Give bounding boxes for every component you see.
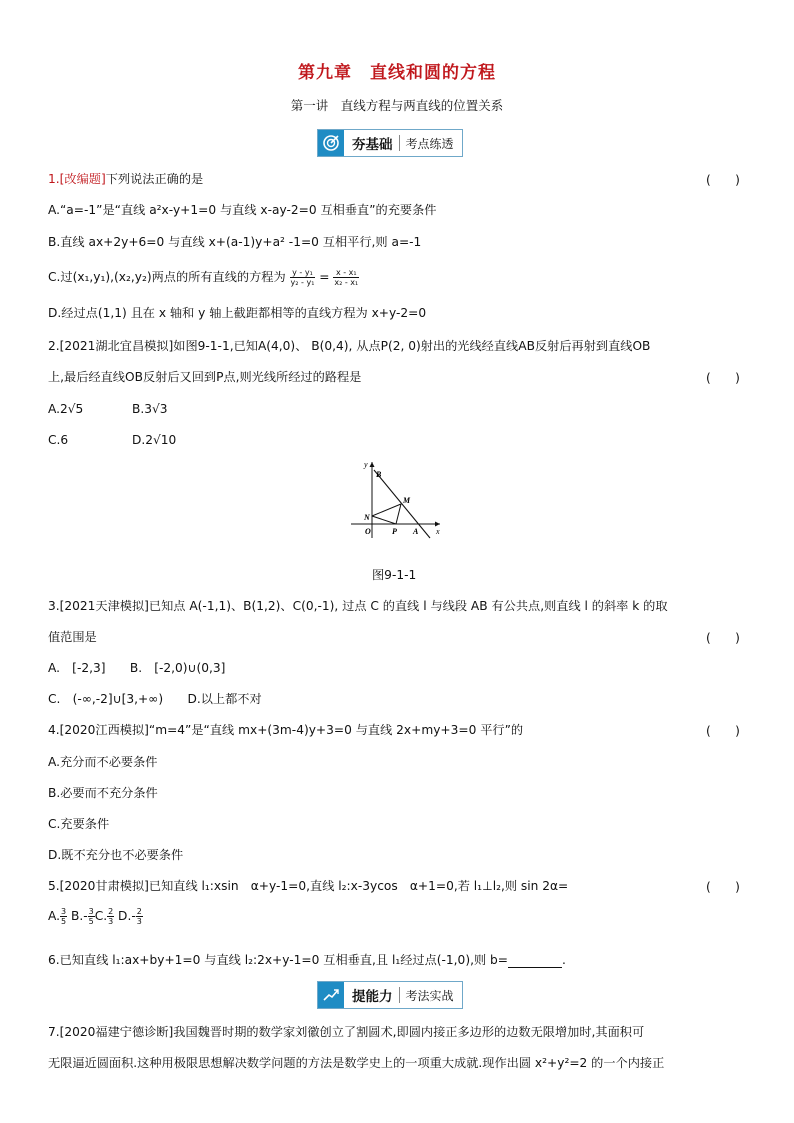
q3-options-cd: C. (-∞,-2]∪[3,+∞) D.以上都不对: [48, 692, 262, 706]
q2-option-c: C.6: [48, 433, 69, 447]
fraction: $\frac{3}{5}$: [88, 907, 94, 926]
label-a: A: [413, 527, 419, 536]
line-ab: [374, 470, 430, 538]
q3-stem-line1: 3.[2021天津模拟]已知点 A(-1,1)、B(1,2)、C(0,-1), 过点 C 的直线 l 与线段 AB 有公共点,则直线 l 的斜率 k 的取: [48, 599, 668, 613]
ray-np: [372, 516, 396, 524]
chart-trend-icon: [318, 982, 344, 1008]
ray-mn: [372, 504, 401, 516]
q2-option-b: B.3√3: [132, 402, 168, 416]
fraction: $\frac{\text{x - x₁}}{\text{x₂ - x₁}}$: [334, 268, 359, 287]
banner-advanced: [317, 981, 463, 1009]
label-o: O: [365, 527, 371, 536]
q1-option-d: D.经过点(1,1) 且在 x 轴和 y 轴上截距都相等的直线方程为 x+y-2=0: [48, 306, 427, 320]
label-b: B: [376, 470, 382, 479]
q4-stem: 4.[2020江西模拟]“m=4”是“直线 mx+(3m-4)y+3=0 与直线 2x+my+3=0 平行”的: [48, 723, 524, 737]
q7-stem-line1: 7.[2020福建宁德诊断]我国魏晋时期的数学家刘徽创立了割圆术,即圆内接正多边形的边数无限增加时,其面积可: [48, 1025, 645, 1039]
fraction: $\frac{2}{3}$: [108, 907, 114, 926]
q4-option-d: D.既不充分也不必要条件: [48, 848, 184, 862]
banner-advanced-title: 提能力: [352, 989, 393, 1005]
fraction: $\frac{\text{y - y₁}}{\text{y₂ - y₁}}$: [290, 268, 315, 287]
banner-basic-title: 夯基础: [352, 137, 393, 153]
q5-options: A. $\frac{3}{5}$ B.- $\frac{3}{5}$ C. $\frac{2}{3}$ D.- $\frac{2}{3}$: [48, 907, 142, 926]
q3-stem-line2: 值范围是: [48, 630, 97, 644]
q6-stem: 6.已知直线 l₁:ax+by+1=0 与直线 l₂:2x+y-1=0 互相垂直,且 l₁经过点(-1,0),则 b= .: [48, 953, 566, 967]
answer-blank: [508, 955, 562, 968]
label-y: y: [364, 460, 368, 469]
label-p: P: [392, 527, 397, 536]
q4-option-b: B.必要而不充分条件: [48, 786, 158, 800]
target-icon: [318, 130, 344, 156]
q1-option-c: C.过(x₁,y₁),(x₂,y₂)两点的所有直线的方程为 $\frac{\text{y - y₁}}{\text{y₂ - y₁}}$ = $\frac{\text{x - x₁}}{\text{x₂ - x₁}}$: [48, 268, 359, 287]
banner-basic-subtitle: 考点练透: [405, 136, 454, 151]
q5-stem: 5.[2020甘肃模拟]已知直线 l₁:xsin α+y-1=0,直线 l₂:x-3ycos α+1=0,若 l₁⊥l₂,则 sin 2α=: [48, 879, 569, 893]
answer-paren: ( ): [706, 880, 740, 894]
x-axis-arrow: [435, 522, 440, 527]
q3-options-ab: A. [-2,3] B. [-2,0)∪(0,3]: [48, 661, 226, 675]
figure-caption: 图9-1-1: [372, 568, 417, 582]
banner-advanced-subtitle: 考法实战: [405, 988, 454, 1003]
section-subtitle: 第一讲 直线方程与两直线的位置关系: [290, 98, 504, 113]
q4-option-c: C.充要条件: [48, 817, 110, 831]
label-x: x: [436, 527, 440, 536]
answer-paren: ( ): [706, 724, 740, 738]
q2-option-d: D.2√10: [132, 433, 177, 447]
fraction: $\frac{2}{3}$: [136, 907, 142, 926]
figure-9-1-1: [346, 458, 448, 542]
q1-stem: 1.[改编题]下列说法正确的是: [48, 172, 204, 186]
q7-stem-line2: 无限逼近圆面积.这种用极限思想解决数学问题的方法是数学史上的一项重大成就.现作出圆 x²+y²=2 的一个内接正: [48, 1056, 665, 1070]
answer-paren: ( ): [706, 371, 740, 385]
banner-basic: [317, 129, 463, 157]
q4-option-a: A.充分而不必要条件: [48, 755, 158, 769]
q2-stem-line2: 上,最后经直线OB反射后又回到P点,则光线所经过的路程是: [48, 370, 362, 384]
answer-paren: ( ): [706, 173, 740, 187]
q2-option-a: A.2√5: [48, 402, 84, 416]
q2-stem-line1: 2.[2021湖北宜昌模拟]如图9-1-1,已知A(4,0)、 B(0,4), 从点P(2, 0)射出的光线经直线AB反射后再射到直线OB: [48, 339, 651, 353]
answer-paren: ( ): [706, 631, 740, 645]
label-n: N: [364, 513, 370, 522]
ray-pm: [396, 504, 401, 524]
chapter-title: 第九章 直线和圆的方程: [298, 63, 496, 83]
fraction: $\frac{3}{5}$: [61, 907, 67, 926]
q1-option-b: B.直线 ax+2y+6=0 与直线 x+(a-1)y+a² -1=0 互相平行,则 a=-1: [48, 235, 422, 249]
y-axis-arrow: [370, 462, 375, 467]
label-m: M: [403, 496, 411, 505]
q1-option-a: A.“a=-1”是“直线 a²x-y+1=0 与直线 x-ay-2=0 互相垂直”的充要条件: [48, 203, 437, 217]
